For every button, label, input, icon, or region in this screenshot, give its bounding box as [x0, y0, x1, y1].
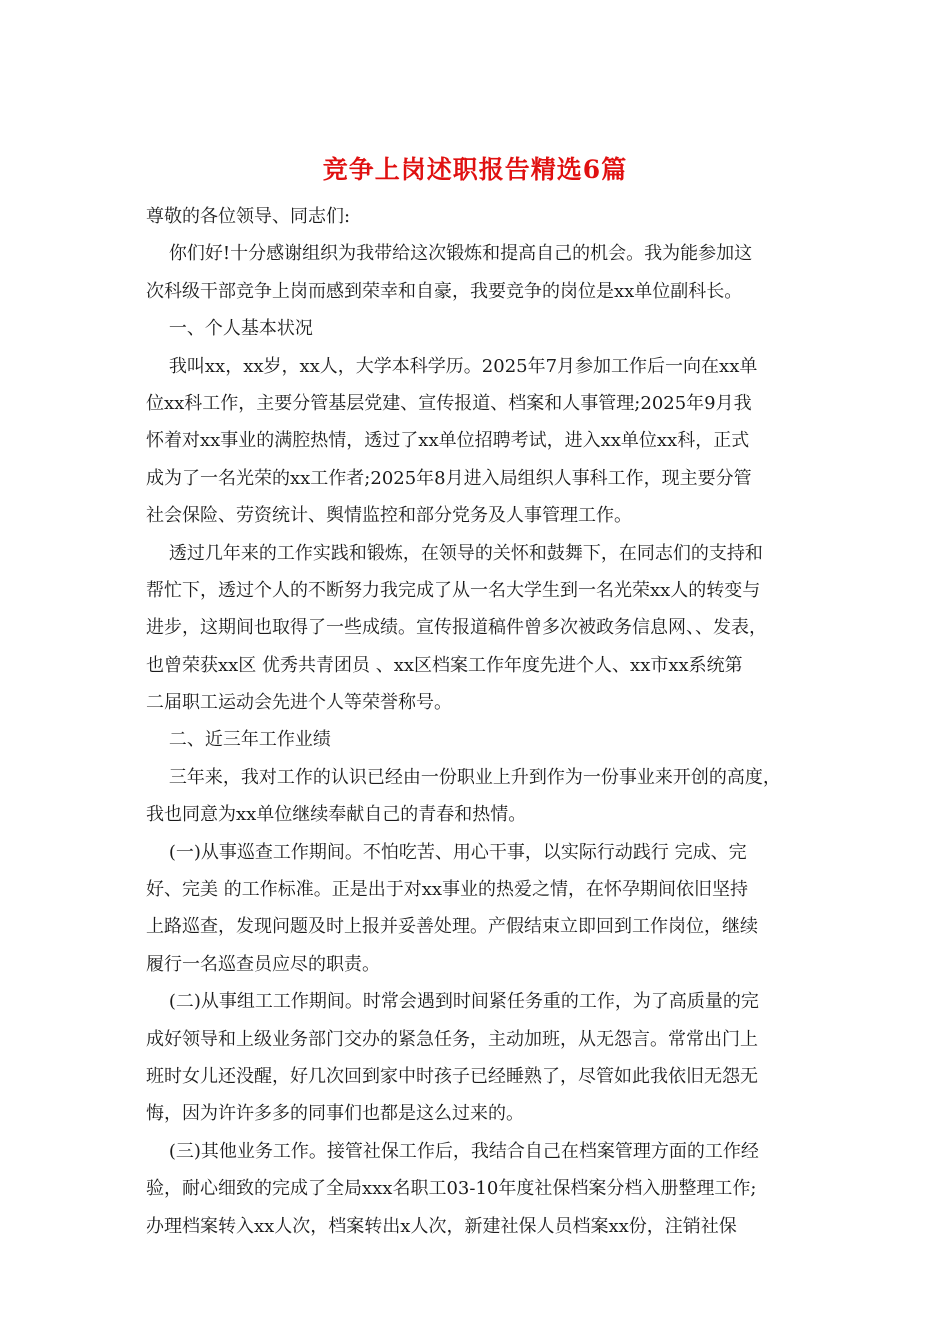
paragraph-line: 社会保险、劳资统计、舆情监控和部分党务及人事管理工作。	[146, 505, 632, 527]
paragraph-line: 透过几年来的工作实践和锻炼，在领导的关怀和鼓舞下，在同志们的支持和	[146, 542, 763, 564]
paragraph-line: 你们好!十分感谢组织为我带给这次锻炼和提高自己的机会。我为能参加这	[146, 243, 753, 265]
paragraph-line: 位xx科工作，主要分管基层党建、宣传报道、档案和人事管理;2025年9月我	[146, 392, 752, 414]
paragraph-line: 也曾荣获xx区 优秀共青团员 、xx区档案工作年度先进个人、xx市xx系统第	[146, 654, 743, 676]
paragraph-line: 怀着对xx事业的满腔热情，透过了xx单位招聘考试，进入xx单位xx科，正式	[146, 430, 750, 452]
paragraph-line: 班时女儿还没醒，好几次回到家中时孩子已经睡熟了，尽管如此我依旧无怨无	[146, 1065, 758, 1087]
paragraph-line: 验，耐心细致的完成了全局xxx名职工03-10年度社保档案分档入册整理工作;	[146, 1178, 757, 1200]
paragraph-line: 成为了一名光荣的xx工作者;2025年8月进入局组织人事科工作，现主要分管	[146, 467, 752, 489]
paragraph-line: 三年来，我对工作的认识已经由一份职业上升到作为一份事业来开创的高度，	[146, 766, 781, 788]
paragraph-line: 尊敬的各位领导、同志们:	[146, 206, 351, 227]
paragraph-line: 履行一名巡查员应尽的职责。	[146, 953, 380, 975]
paragraph-line: 成好领导和上级业务部门交办的紧急任务，主动加班，从无怨言。常常出门上	[146, 1028, 758, 1050]
paragraph-line: 办理档案转入xx人次，档案转出x人次，新建社保人员档案xx份，注销社保	[146, 1215, 737, 1237]
paragraph-line: (一)从事巡查工作期间。不怕吃苦、用心干事，以实际行动践行 完成、完	[146, 841, 747, 863]
document-body	[146, 198, 810, 1245]
paragraph-line: 好、完美 的工作标准。正是出于对xx事业的热爱之情，在怀孕期间依旧坚持	[146, 879, 749, 901]
paragraph-line: 我也同意为xx单位继续奉献自己的青春和热情。	[146, 804, 527, 826]
paragraph-line: 二、近三年工作业绩	[146, 729, 331, 751]
paragraph-line: 一、个人基本状况	[146, 318, 313, 340]
paragraph-line: (二)从事组工工作期间。时常会遇到时间紧任务重的工作，为了高质量的完	[146, 991, 759, 1013]
paragraph-line: 悔，因为许许多多的同事们也都是这么过来的。	[146, 1103, 524, 1125]
paragraph-line: 我叫xx，xx岁，xx人，大学本科学历。2025年7月参加工作后一向在xx单	[146, 355, 758, 377]
paragraph-line: (三)其他业务工作。接管社保工作后，我结合自己在档案管理方面的工作经	[146, 1140, 759, 1162]
paragraph-line: 进步，这期间也取得了一些成绩。宣传报道稿件曾多次被政务信息网、、发表，	[146, 617, 767, 639]
document-title: 竞争上岗述职报告精选6篇	[322, 155, 628, 184]
paragraph-line: 次科级干部竞争上岗而感到荣幸和自豪，我要竞争的岗位是xx单位副科长。	[146, 280, 743, 302]
paragraph-line: 上路巡查，发现问题及时上报并妥善处理。产假结束立即回到工作岗位，继续	[146, 916, 758, 938]
paragraph-line: 帮忙下，透过个人的不断努力我完成了从一名大学生到一名光荣xx人的转变与	[146, 579, 761, 601]
paragraph-line: 二届职工运动会先进个人等荣誉称号。	[146, 692, 452, 714]
